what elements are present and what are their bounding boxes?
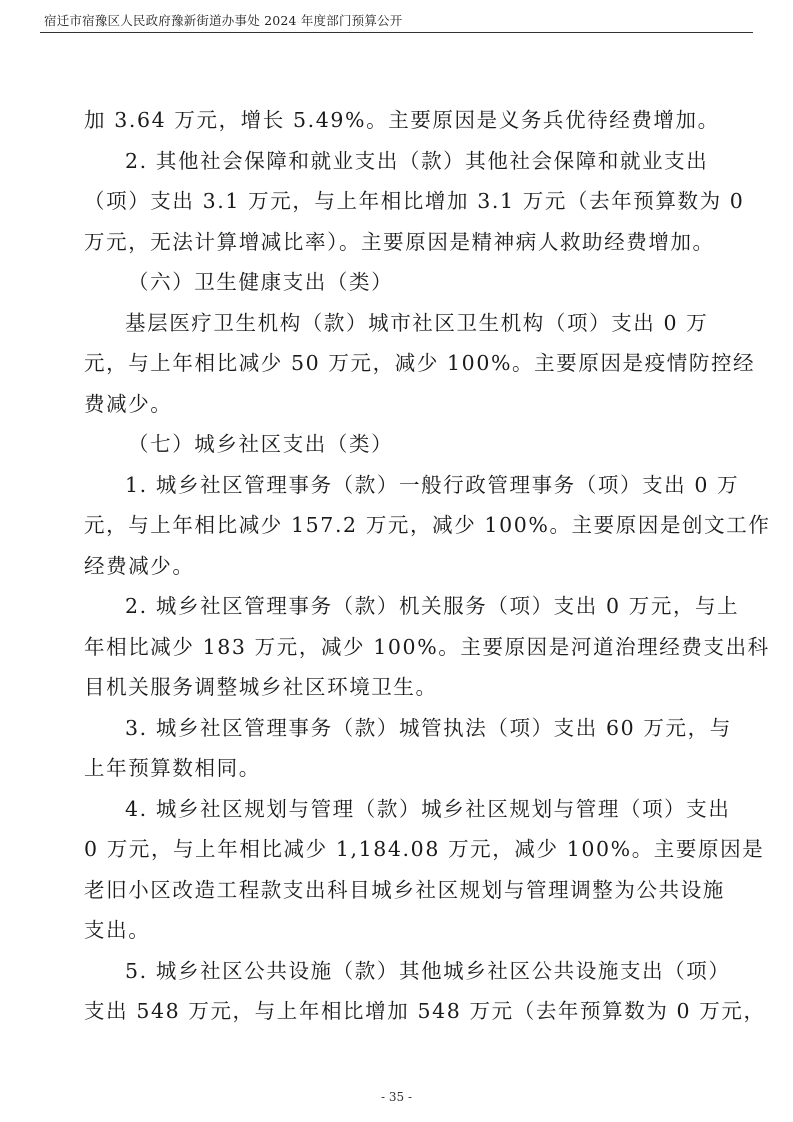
text-line: 元，与上年相比减少 50 万元，减少 100%。主要原因是疫情防控经 <box>84 351 756 375</box>
text-line: 2. 城乡社区管理事务（款）机关服务（项）支出 0 万元，与上 <box>125 594 740 618</box>
text-line: 加 3.64 万元，增长 5.49%。主要原因是义务兵优待经费增加。 <box>84 108 720 132</box>
text-line: 目机关服务调整城乡社区环境卫生。 <box>84 675 438 699</box>
text-line: 5. 城乡社区公共设施（款）其他城乡社区公共设施支出（项） <box>125 958 731 983</box>
text-line: 老旧小区改造工程款支出科目城乡社区规划与管理调整为公共设施 <box>84 877 725 902</box>
text-line: 经费减少。 <box>84 553 195 578</box>
section-heading: （七）城乡社区支出（类） <box>128 432 394 456</box>
section-heading: （六）卫生健康支出（类） <box>128 270 394 294</box>
text-line: （项）支出 3.1 万元，与上年相比增加 3.1 万元（去年预算数为 0 <box>84 189 745 213</box>
text-line: 基层医疗卫生机构（款）城市社区卫生机构（项）支出 0 万 <box>125 310 709 335</box>
text-line: 支出 548 万元，与上年相比增加 548 万元（去年预算数为 0 万元， <box>84 999 766 1023</box>
page-header <box>40 8 753 33</box>
text-line: 1. 城乡社区管理事务（款）一般行政管理事务（项）支出 0 万 <box>125 472 740 497</box>
document-body <box>84 100 771 1032</box>
text-line: 上年预算数相同。 <box>84 756 261 780</box>
text-line: 费减少。 <box>84 391 173 416</box>
text-line: 年相比减少 183 万元，减少 100%。主要原因是河道治理经费支出科 <box>84 634 770 659</box>
page-number: - 35 - <box>380 1090 412 1104</box>
page-footer <box>0 1090 793 1104</box>
header-title: 宿迁市宿豫区人民政府豫新街道办事处 2024 年度部门预算公开 <box>44 13 403 28</box>
text-line: 支出。 <box>84 918 151 942</box>
text-line: 万元，无法计算增减比率）。主要原因是精神病人救助经费增加。 <box>84 229 715 254</box>
text-line: 3. 城乡社区管理事务（款）城管执法（项）支出 60 万元，与 <box>125 715 732 740</box>
text-line: 4. 城乡社区规划与管理（款）城乡社区规划与管理（项）支出 <box>125 796 731 821</box>
text-line: 2. 其他社会保障和就业支出（款）其他社会保障和就业支出 <box>125 148 709 173</box>
text-line: 0 万元，与上年相比减少 1,184.08 万元，减少 100%。主要原因是 <box>84 837 765 861</box>
text-line: 元，与上年相比减少 157.2 万元，减少 100%。主要原因是创文工作 <box>84 513 771 537</box>
